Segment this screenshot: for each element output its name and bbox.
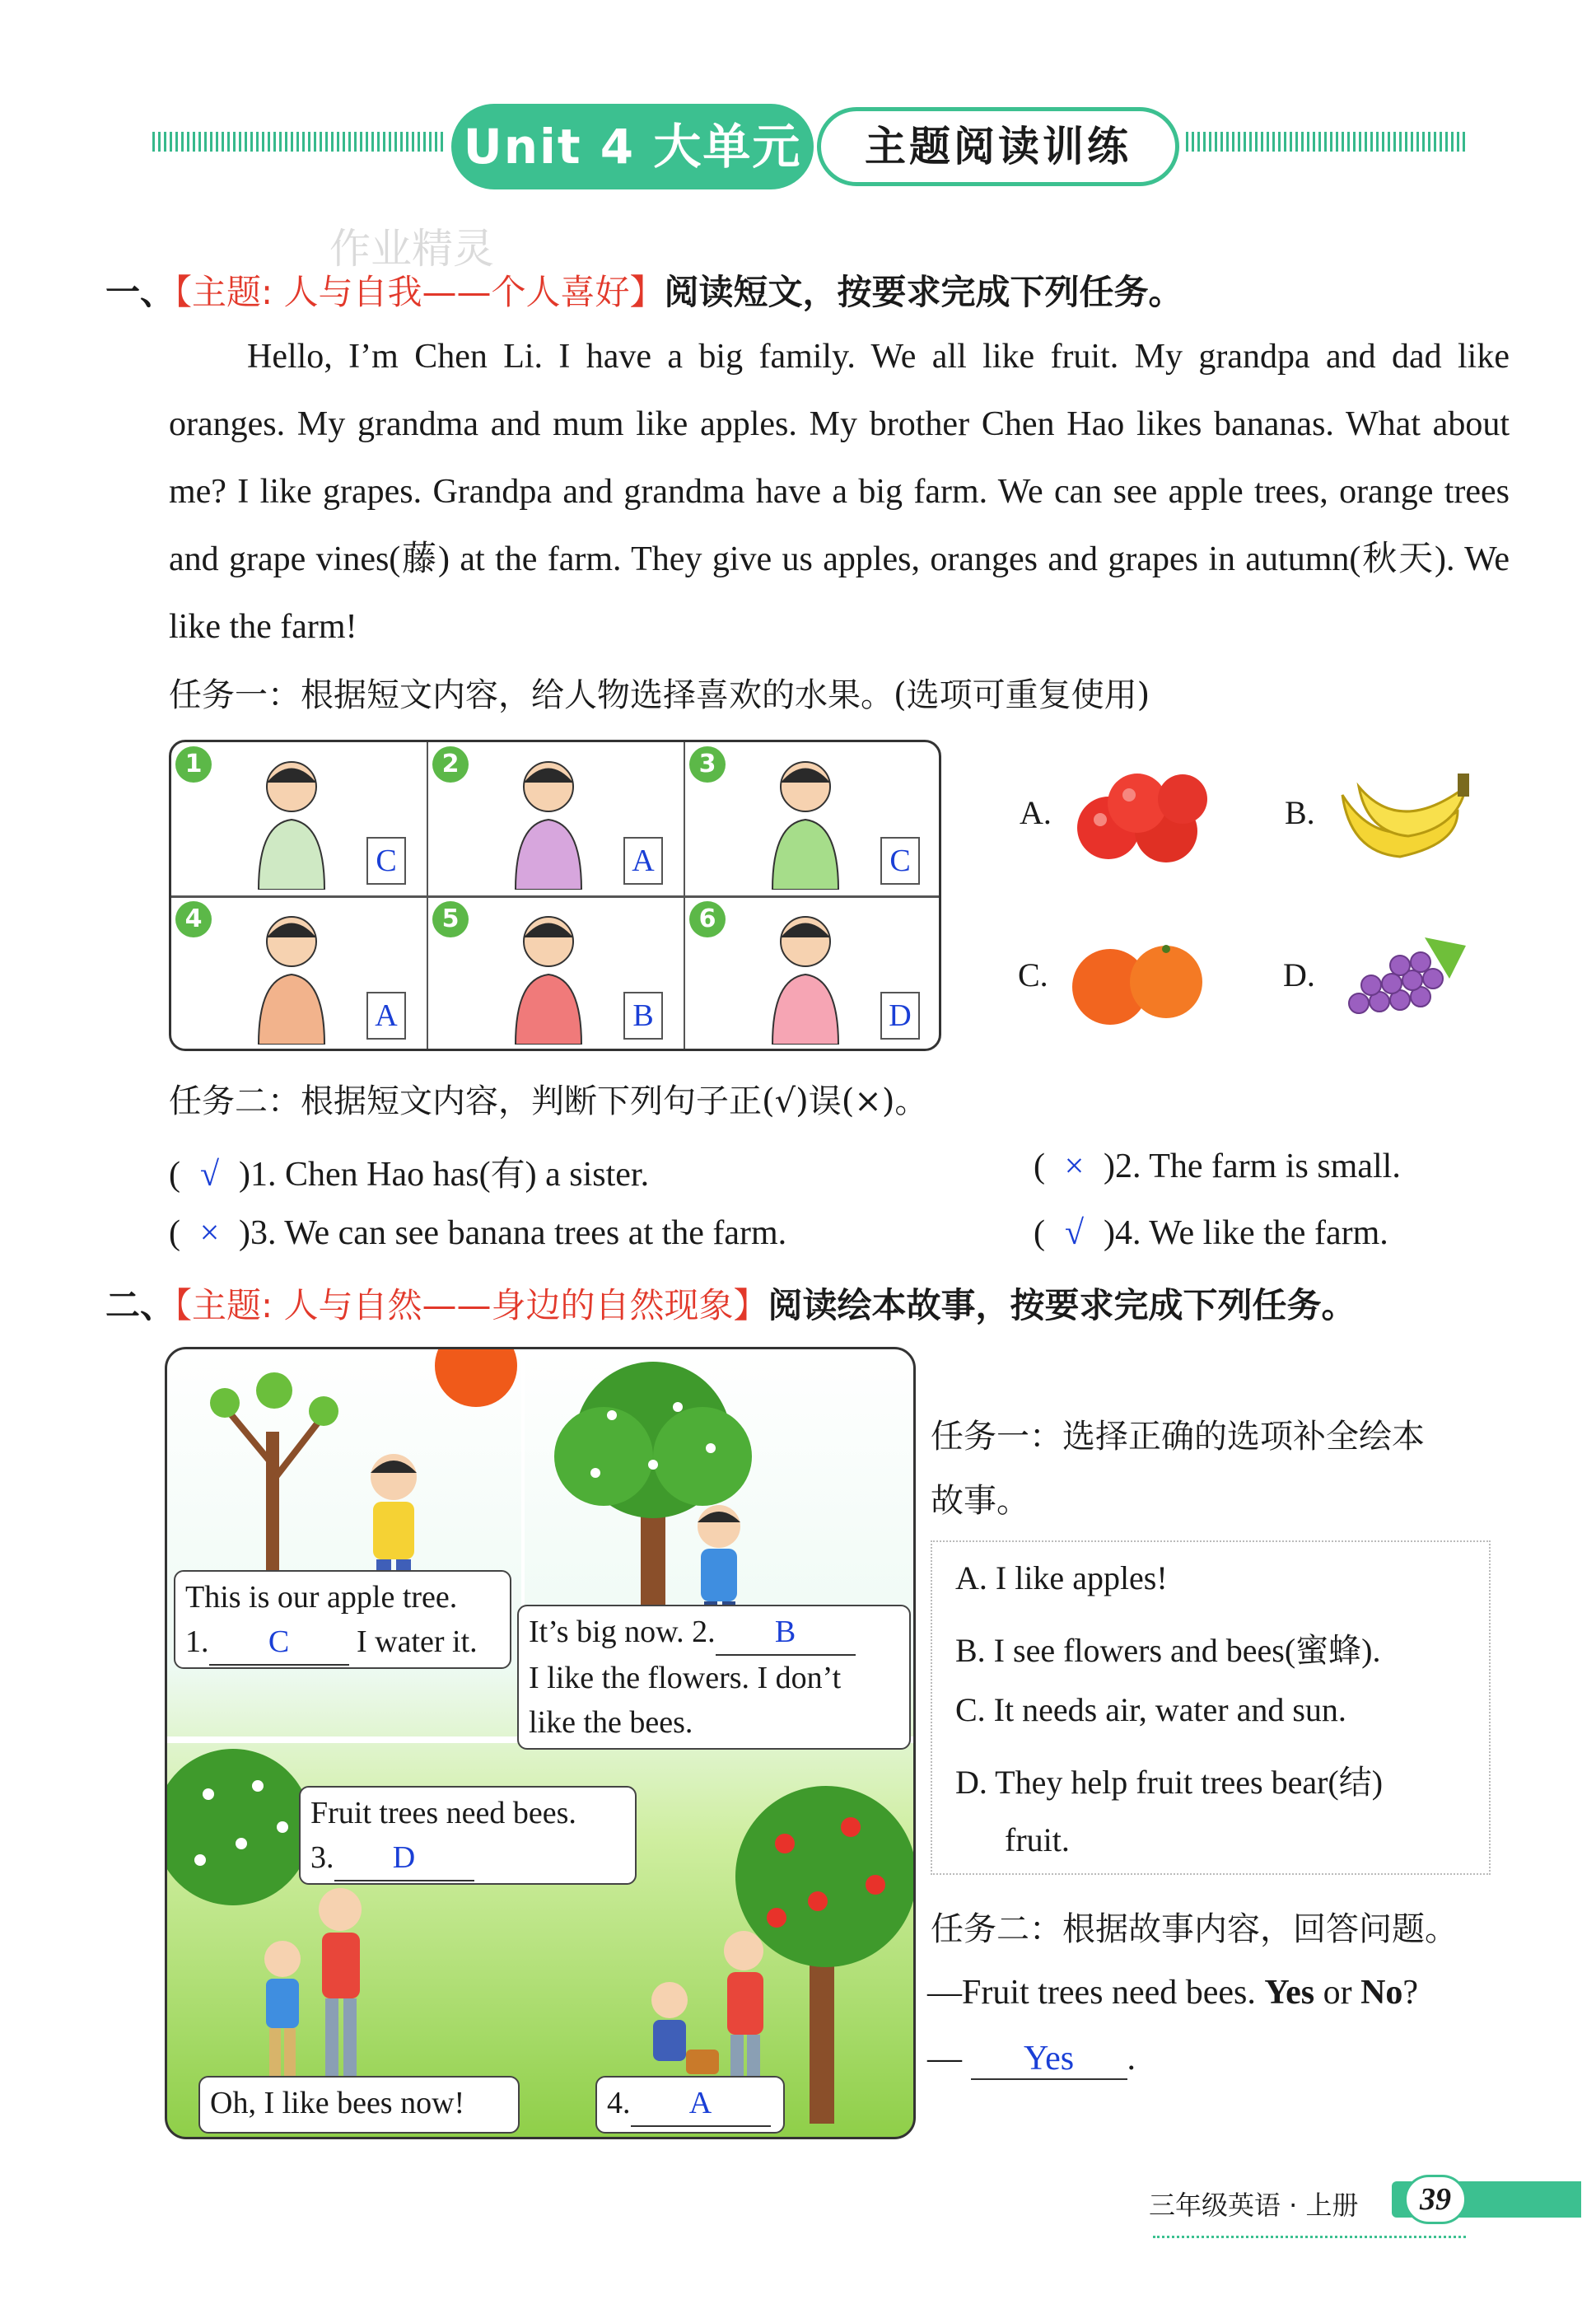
option-c: C. It needs air, water and sun.: [955, 1691, 1346, 1728]
bubble-panel2: It’s big now. 2. B I like the flowers. I don’t like the bees.: [517, 1605, 911, 1750]
picture-story: [165, 1347, 916, 2139]
person-number: 1: [175, 746, 212, 783]
answer-box[interactable]: A: [623, 837, 663, 885]
fruit-option-letter: D.: [1283, 956, 1315, 993]
book-label: 三年级英语 · 上册: [1149, 2190, 1359, 2221]
person-cell: [686, 743, 943, 896]
bubble-panel4: Oh, I like bees now!: [198, 2076, 520, 2134]
girl-icon: [760, 904, 851, 1045]
statement-2: ( × )2. The farm is small.: [1034, 1147, 1401, 1185]
option-b: B. I see flowers and bees(蜜蜂).: [955, 1632, 1381, 1669]
section1-passage: Hello, I’m Chen Li. I have a big family. We all like fruit. My grandpa and dad like oranges. My grandma and mum like apples. My brother Chen Hao likes bananas. What about me? I like grapes. Grandpa and grandma have a big farm. We can see apple trees, orange trees and grape vines(藤) at the farm. They give us apples, oranges and grapes in autumn(秋天). We like the farm!: [169, 338, 1510, 646]
statement-4: ( √ )4. We like the farm.: [1034, 1214, 1388, 1252]
person-number: 5: [432, 901, 469, 937]
blank-3[interactable]: D: [334, 1835, 474, 1881]
grandma-icon: [503, 750, 594, 890]
section1-task2: 任务二：根据短文内容，判断下列句子正(√)误(×)。: [169, 1082, 928, 1120]
person-cell: [172, 743, 429, 896]
answer-box[interactable]: B: [623, 992, 663, 1040]
kids-together-icon: [233, 1877, 398, 2091]
bubble-panel5: 4. A: [595, 2076, 785, 2134]
statement-1: ( √ )1. Chen Hao has(有) a sister.: [169, 1156, 650, 1194]
unit-title: Unit 4 大单元: [451, 104, 814, 189]
page-number: 39: [1404, 2175, 1467, 2224]
blank-2[interactable]: B: [716, 1610, 856, 1656]
section2-task2: 任务二：根据故事内容，回答问题。: [931, 1910, 1458, 1948]
statement-3: ( × )3. We can see banana trees at the farm.: [169, 1214, 787, 1252]
section1-task1: 任务一：根据短文内容，给人物选择喜欢的水果。(选项可重复使用): [169, 676, 1150, 714]
answer-box[interactable]: A: [366, 992, 406, 1040]
grandpa-icon: [246, 750, 337, 890]
header-stripe-right: [1186, 132, 1466, 152]
section2-task1-line1: 任务一：选择正确的选项补全绘本: [931, 1418, 1425, 1456]
fruit-option-letter: C.: [1018, 956, 1048, 993]
dad-icon: [760, 750, 851, 890]
answer-box[interactable]: C: [880, 837, 920, 885]
section1-title: 一、【主题: 人与自我——个人喜好】阅读短文，按要求完成下列任务。: [105, 272, 1183, 312]
person-cell: [686, 898, 943, 1051]
fruit-option-letter: A.: [1020, 794, 1052, 831]
answer-box[interactable]: C: [366, 837, 406, 885]
answer-box[interactable]: D: [880, 992, 920, 1040]
fruit-option-letter: B.: [1285, 794, 1315, 831]
person-number: 3: [689, 746, 726, 783]
person-number: 4: [175, 901, 212, 937]
blank-4[interactable]: A: [631, 2081, 771, 2127]
sun-icon: [414, 1349, 538, 1432]
bubble-panel1: This is our apple tree. 1. C I water it.: [174, 1570, 511, 1669]
oranges-icon: [1067, 939, 1207, 1030]
section2-title: 二、【主题: 人与自然——身边的自然现象】阅读绘本故事，按要求完成下列任务。: [105, 1285, 1356, 1325]
section2-task1-line2: 故事。: [931, 1482, 1029, 1520]
answer-blank[interactable]: Yes: [971, 2039, 1127, 2080]
grapes-icon: [1334, 929, 1474, 1028]
person-number: 6: [689, 901, 726, 937]
boy-icon: [503, 904, 594, 1045]
bananas-icon: [1334, 762, 1474, 869]
person-cell: [429, 898, 686, 1051]
apples-icon: [1067, 762, 1216, 869]
blank-1[interactable]: C: [209, 1620, 349, 1666]
header-stripe-left: [152, 132, 445, 152]
option-d-cont: fruit.: [1005, 1821, 1070, 1858]
person-cell: [172, 898, 429, 1051]
option-d: D. They help fruit trees bear(结): [955, 1764, 1384, 1801]
bubble-panel3: Fruit trees need bees. 3. D: [299, 1786, 637, 1885]
person-number: 2: [432, 746, 469, 783]
page-subtitle: 主题阅读训练: [817, 107, 1179, 186]
person-cell: [429, 743, 686, 896]
footer-dots: [1153, 2232, 1466, 2238]
watermark: 作业精灵: [329, 225, 494, 273]
question: —Fruit trees need bees. Yes or No?: [927, 1974, 1419, 2012]
mum-icon: [246, 904, 337, 1045]
answer-line: — Yes .: [927, 2039, 1136, 2080]
option-a: A. I like apples!: [955, 1559, 1168, 1596]
